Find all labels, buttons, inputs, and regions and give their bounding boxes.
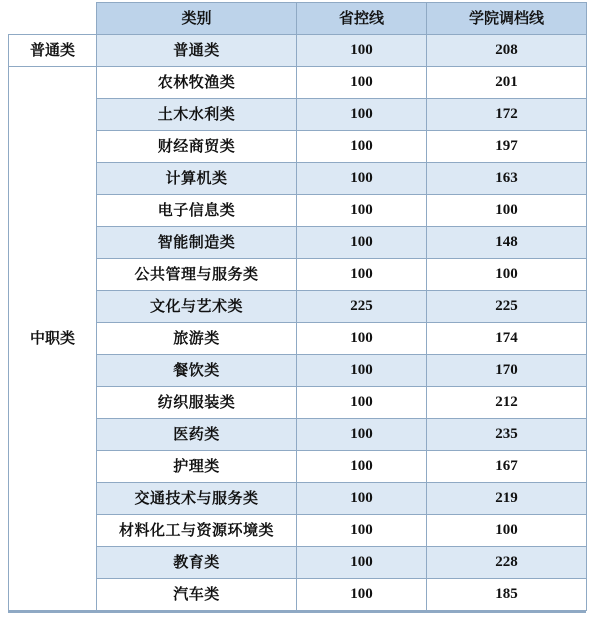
province-line-cell: 100 [297,451,427,483]
header-category: 类别 [97,3,297,35]
header-corner [9,3,97,35]
header-row [9,3,587,35]
score-table-container [0,2,600,613]
province-line-cell: 100 [297,227,427,259]
header-college-line: 学院调档线 [427,3,587,35]
admission-score-table [8,2,587,611]
category-cell: 文化与艺术类 [97,291,297,323]
province-line-cell: 100 [297,579,427,611]
province-line-cell: 100 [297,547,427,579]
college-line-cell: 100 [427,259,587,291]
category-cell: 交通技术与服务类 [97,483,297,515]
province-line-cell: 100 [297,259,427,291]
province-line-cell: 100 [297,131,427,163]
table-header [9,3,587,35]
category-cell: 土木水利类 [97,99,297,131]
college-line-cell: 163 [427,163,587,195]
category-cell: 汽车类 [97,579,297,611]
province-line-cell: 100 [297,35,427,67]
table-body [9,35,587,611]
province-line-cell: 100 [297,67,427,99]
category-cell: 材料化工与资源环境类 [97,515,297,547]
college-line-cell: 167 [427,451,587,483]
table-bottom-rule [8,611,586,613]
college-line-cell: 100 [427,195,587,227]
college-line-cell: 235 [427,419,587,451]
college-line-cell: 212 [427,387,587,419]
category-cell: 计算机类 [97,163,297,195]
college-line-cell: 197 [427,131,587,163]
category-cell: 纺织服装类 [97,387,297,419]
category-cell: 医药类 [97,419,297,451]
category-cell: 旅游类 [97,323,297,355]
province-line-cell: 100 [297,515,427,547]
category-cell: 教育类 [97,547,297,579]
category-cell: 财经商贸类 [97,131,297,163]
province-line-cell: 100 [297,195,427,227]
category-cell: 护理类 [97,451,297,483]
college-line-cell: 225 [427,291,587,323]
category-cell: 电子信息类 [97,195,297,227]
college-line-cell: 170 [427,355,587,387]
college-line-cell: 172 [427,99,587,131]
group-cell-zhongzhi: 中职类 [9,67,97,611]
table-row [9,67,587,99]
province-line-cell: 100 [297,419,427,451]
college-line-cell: 148 [427,227,587,259]
province-line-cell: 100 [297,163,427,195]
college-line-cell: 174 [427,323,587,355]
group-cell-putong: 普通类 [9,35,97,67]
category-cell: 公共管理与服务类 [97,259,297,291]
province-line-cell: 100 [297,483,427,515]
category-cell: 农林牧渔类 [97,67,297,99]
header-province-line: 省控线 [297,3,427,35]
college-line-cell: 219 [427,483,587,515]
category-cell: 餐饮类 [97,355,297,387]
province-line-cell: 100 [297,355,427,387]
province-line-cell: 225 [297,291,427,323]
category-cell: 智能制造类 [97,227,297,259]
category-cell: 普通类 [97,35,297,67]
table-row [9,35,587,67]
province-line-cell: 100 [297,323,427,355]
college-line-cell: 185 [427,579,587,611]
college-line-cell: 228 [427,547,587,579]
college-line-cell: 201 [427,67,587,99]
province-line-cell: 100 [297,99,427,131]
province-line-cell: 100 [297,387,427,419]
college-line-cell: 100 [427,515,587,547]
college-line-cell: 208 [427,35,587,67]
